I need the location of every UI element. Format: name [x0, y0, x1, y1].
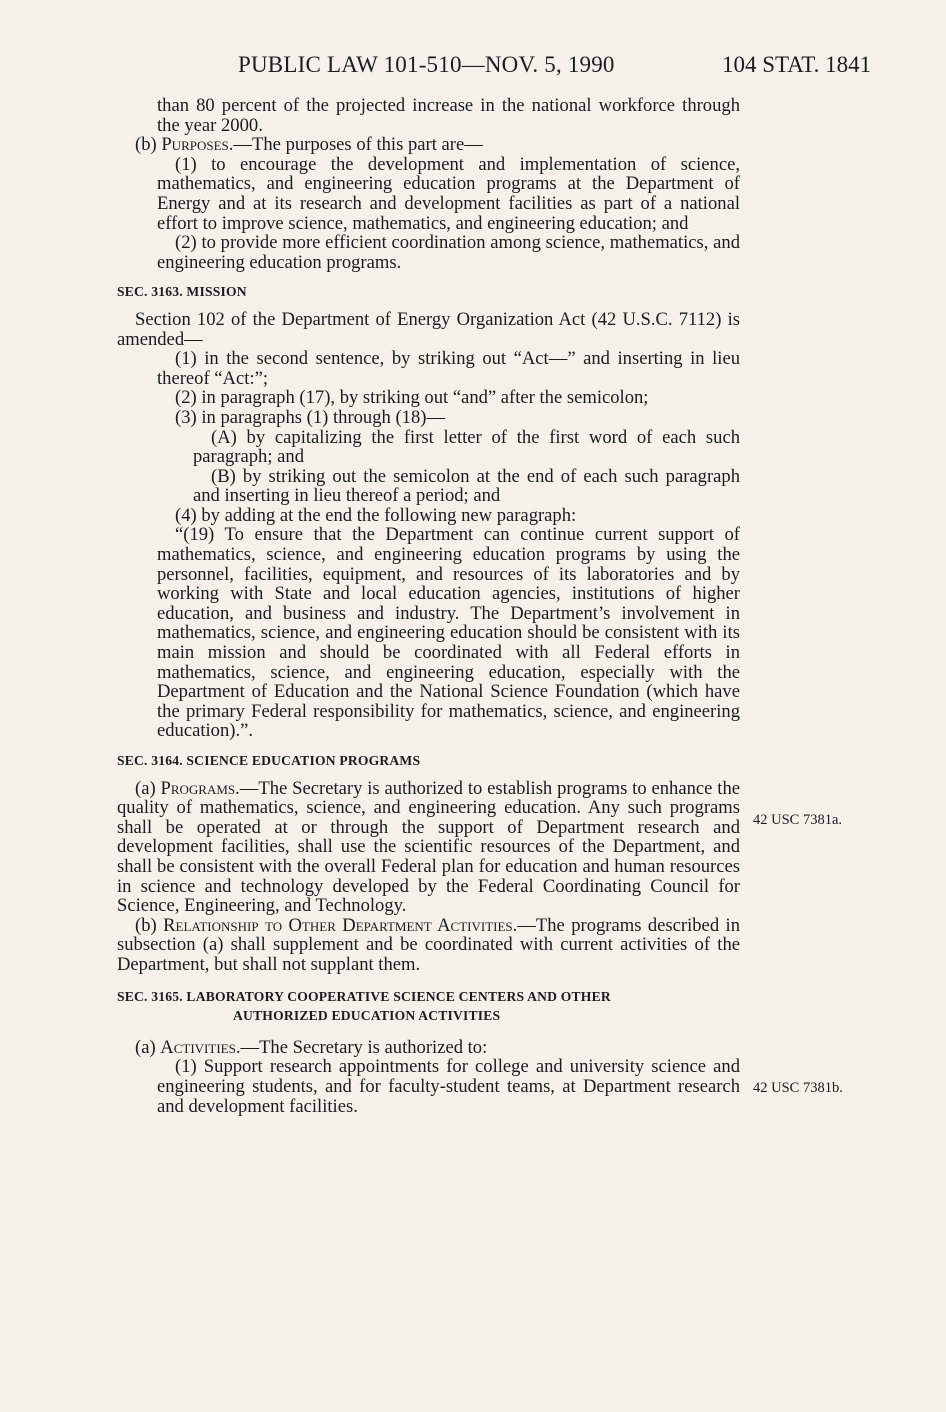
section-3163-heading: SEC. 3163. MISSION — [117, 284, 247, 300]
section-3163-intro: Section 102 of the Department of Energy Organization Act (42 U.S.C. 7112) is amended— — [117, 308, 740, 350]
section-3165-item-1: (1) Support research appointments for college and university science and engineering students, and for faculty-student teams, at Department research and development facilities. — [157, 1056, 740, 1117]
purposes-paragraph: (b) Purposes.—The purposes of this part are— — [135, 134, 483, 156]
margin-citation-3164: 42 USC 7381a. — [753, 812, 843, 828]
page-header-stat: 104 STAT. 1841 — [722, 52, 872, 77]
section-3163-item-3b: (B) by striking out the semicolon at the end of each such paragraph and inserting in lieu thereof a period; and — [193, 465, 740, 507]
purpose-item-2: (2) to provide more efficient coordination among science, mathematics, and engineering education programs. — [157, 232, 740, 273]
intro-continuation: than 80 percent of the projected increase in the national workforce through the year 2000. — [157, 95, 740, 136]
section-3164-heading: SEC. 3164. SCIENCE EDUCATION PROGRAMS — [117, 753, 421, 768]
purpose-item-1: (1) to encourage the development and implementation of science, mathematics, and engineering education programs at the Department of Energy and at its research and development facilities as part of a national effort to improve science, mathematics, and engineering education; and — [157, 153, 740, 234]
page-header-title: PUBLIC LAW 101-510—NOV. 5, 1990 — [238, 52, 615, 77]
margin-citation-3165: 42 USC 7381b. — [753, 1080, 843, 1096]
section-3163-item-1: (1) in the second sentence, by striking out “Act—” and inserting in lieu thereof “Act:”; — [157, 348, 740, 389]
activities-label: Activities — [160, 1036, 236, 1058]
programs-label: Programs — [160, 777, 236, 799]
section-3163-item-4: (4) by adding at the end the following new paragraph: — [175, 504, 577, 526]
relationship-label: Relationship to Other Department Activities — [163, 914, 513, 936]
section-3164-subsection-b: (b) Relationship to Other Department Activities.—The programs described in subsection (a) shall supplement and be coordinated with current activities of the Department, but shall not supplant them. — [117, 914, 740, 975]
purposes-label: Purposes — [161, 134, 229, 156]
document-body — [117, 96, 740, 1116]
section-3163-item-2: (2) in paragraph (17), by striking out “and” after the semicolon; — [175, 387, 649, 409]
section-3163-item-3: (3) in paragraphs (1) through (18)— — [175, 406, 446, 428]
section-3163-item-3a: (A) by capitalizing the first letter of the first word of each such paragraph; and — [193, 426, 740, 468]
section-3163-new-paragraph-19: “(19) To ensure that the Department can continue current support of mathematics, science, and engineering education programs by using the personnel, facilities, equipment, and resources of its laboratories and by working with State and local education agencies, institutions of higher education, and business and industry. The Department’s involvement in mathematics, science, and engineering education should be consistent with its main mission and should be coordinated with all Federal efforts in mathematics, science, and engineering education, especially with the Department of Education and the National Science Foundation (which have the primary Federal responsibility for mathematics, science, and engineering education).”. — [157, 524, 740, 742]
section-3165-subsection-a: (a) Activities.—The Secretary is authorized to: — [135, 1036, 488, 1058]
section-3164-subsection-a: (a) Programs.—The Secretary is authorized to establish programs to enhance the quality of mathematics, science, and engineering education. Any such programs shall be operated at or through the support of Department research and development facilities, shall use the scientific resources of the Department, and shall be consistent with the overall Federal plan for education and human resources in science and technology developed by the Federal Coordinating Council for Science, Engineering, and Technology. — [117, 777, 740, 917]
section-3165-heading: SEC. 3165. LABORATORY COOPERATIVE SCIENCE CENTERS AND OTHER AUTHORIZED EDUCATION ACTIVITIES — [117, 988, 611, 1024]
